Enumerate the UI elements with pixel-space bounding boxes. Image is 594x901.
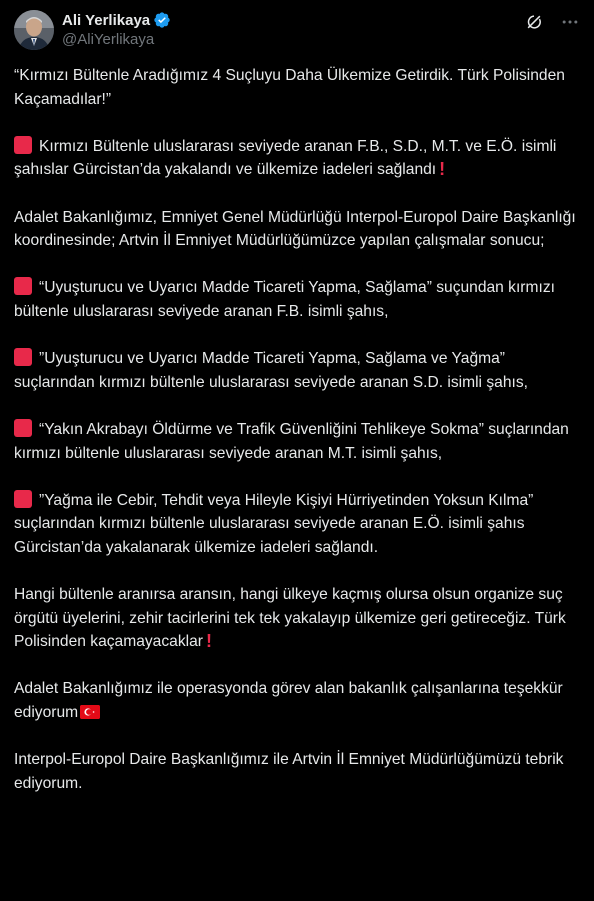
tweet-paragraph-7 (14, 489, 580, 560)
display-name[interactable]: Ali Yerlikaya (62, 11, 151, 29)
tweet-paragraph-9-text: Adalet Bakanlığımız ile operasyonda görev alan bakanlık çalışanlarına teşekkür ediyorum (14, 680, 563, 722)
handle[interactable]: @AliYerlikaya (62, 31, 155, 48)
red-square-icon (14, 419, 32, 437)
red-square-icon (14, 490, 32, 508)
tweet-paragraph-9 (14, 677, 580, 724)
tweet-paragraph-2-text: Kırmızı Bültenle uluslararası seviyede aranan F.B., S.D., M.T. ve E.Ö. isimli şahıslar Gürcistan’da yakalandı ve ülkemize iadeleri sağlandı (14, 137, 557, 179)
red-square-icon (14, 136, 32, 154)
red-exclamation-icon: ! (205, 631, 212, 652)
tweet-paragraph-1-text: “Kırmızı Bültenle Aradığımız 4 Suçluyu Daha Ülkemize Getirdik. Türk Polisinden Kaçamadılar!” (14, 67, 565, 108)
grok-icon[interactable] (524, 12, 544, 32)
red-square-icon (14, 277, 32, 295)
display-name-row (62, 10, 171, 30)
verified-badge-icon (153, 11, 171, 29)
tweet-paragraph-6 (14, 418, 580, 465)
turkey-flag-icon (80, 705, 100, 719)
tweet-paragraph-8-text: Hangi bültenle aranırsa aransın, hangi ülkeye kaçmış olursa olsun organize suç örgütü üyelerini, zehir tacirlerini tek tek yakalayıp ülkemize geri getireceğiz. Türk Polisinden kaçamayacaklar (14, 586, 566, 651)
tweet-paragraph-6-text: “Yakın Akrabayı Öldürme ve Trafik Güvenliğini Tehlikeye Sokma” suçlarından kırmızı bültenle uluslararası seviyede aranan M.T. isimli şahıs, (14, 420, 569, 462)
tweet-paragraph-8 (14, 583, 580, 654)
tweet-paragraph-4-text: “Uyuşturucu ve Uyarıcı Madde Ticareti Yapma, Sağlama” suçundan kırmızı bültenle uluslararası seviyede aranan F.B. isimli şahıs, (14, 279, 555, 320)
tweet-paragraph-3 (14, 206, 580, 253)
more-options-icon[interactable] (560, 12, 580, 32)
tweet-paragraph-7-text: ”Yağma ile Cebir, Tehdit veya Hileyle Kişiyi Hürriyetinden Yoksun Kılma” suçlarından kırmızı bültenle uluslararası seviyede aranan E.Ö. isimli şahıs Gürcistan’da yakalanarak ülkemize iadeleri sağlandı. (14, 491, 534, 556)
header-actions (524, 12, 580, 32)
tweet-paragraph-4 (14, 276, 580, 323)
author-name-block (62, 10, 171, 48)
tweet-paragraph-5 (14, 347, 580, 394)
tweet-paragraph-2 (14, 135, 580, 182)
tweet-paragraph-1 (14, 64, 580, 111)
tweet-paragraph-3-text: Adalet Bakanlığımız, Emniyet Genel Müdürlüğü Interpol-Europol Daire Başkanlığı koordinesinde; Artvin İl Emniyet Müdürlüğümüzce yapılan çalışmalar sonucu; (14, 208, 576, 250)
tweet-header (14, 10, 580, 52)
red-exclamation-icon: ! (439, 159, 446, 180)
red-square-icon (14, 348, 32, 366)
tweet-paragraph-10 (14, 748, 580, 795)
avatar[interactable] (14, 10, 54, 50)
tweet-paragraph-5-text: ”Uyuşturucu ve Uyarıcı Madde Ticareti Yapma, Sağlama ve Yağma” suçlarından kırmızı bültenle uluslararası seviyede aranan S.D. isimli şahıs, (14, 350, 528, 391)
tweet-text (14, 64, 580, 795)
tweet-paragraph-10-text: Interpol-Europol Daire Başkanlığımız ile Artvin İl Emniyet Müdürlüğümüzü tebrik ediyorum. (14, 751, 564, 792)
